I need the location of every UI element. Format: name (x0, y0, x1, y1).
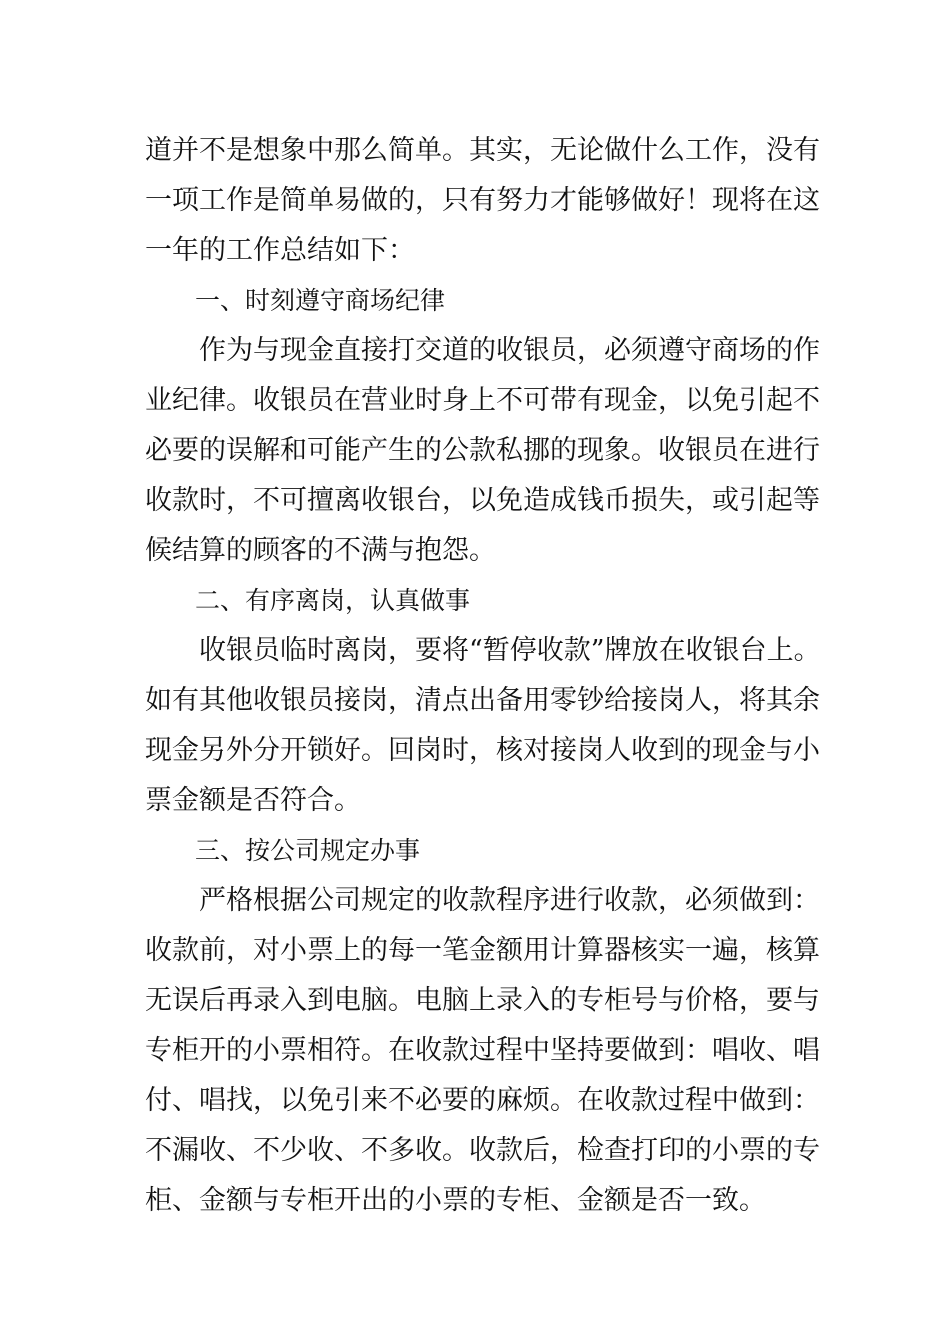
paragraph-line: 票金额是否符合。 (145, 785, 361, 816)
section-heading-3: 三、按公司规定办事 (195, 836, 421, 865)
paragraph-line: 现金另外分开锁好。回岗时，核对接岗人收到的现金与小 (145, 735, 820, 766)
paragraph-line: 如有其他收银员接岗，清点出备用零钞给接岗人，将其余 (145, 685, 820, 716)
paragraph-line: 道并不是想象中那么简单。其实，无论做什么工作，没有 (145, 135, 820, 166)
paragraph-line: 严格根据公司规定的收款程序进行收款，必须做到： (199, 885, 820, 916)
paragraph-line: 专柜开的小票相符。在收款过程中坚持要做到：唱收、唱 (145, 1035, 820, 1066)
document-body (145, 126, 825, 1226)
paragraph-line: 必要的误解和可能产生的公款私挪的现象。收银员在进行 (145, 435, 820, 466)
paragraph-line: 不漏收、不少收、不多收。收款后，检查打印的小票的专 (145, 1135, 820, 1166)
paragraph-line: 作为与现金直接打交道的收银员，必须遵守商场的作 (199, 335, 820, 366)
paragraph-line: 柜、金额与专柜开出的小票的专柜、金额是否一致。 (145, 1185, 766, 1216)
paragraph-line: 收款时，不可擅离收银台，以免造成钱币损失，或引起等 (145, 485, 820, 516)
paragraph-line: 一年的工作总结如下： (145, 235, 415, 266)
section-heading-1: 一、时刻遵守商场纪律 (195, 286, 446, 315)
paragraph-line: 收银员临时离岗，要将“暂停收款”牌放在收银台上。 (199, 635, 821, 666)
section-heading-2: 二、有序离岗，认真做事 (195, 586, 471, 615)
paragraph-line: 业纪律。收银员在营业时身上不可带有现金，以免引起不 (145, 385, 820, 416)
paragraph-line: 一项工作是简单易做的，只有努力才能够做好！现将在这 (145, 185, 820, 216)
paragraph-line: 无误后再录入到电脑。电脑上录入的专柜号与价格，要与 (145, 985, 820, 1016)
paragraph-line: 收款前，对小票上的每一笔金额用计算器核实一遍，核算 (145, 935, 820, 966)
paragraph-line: 候结算的顾客的不满与抱怨。 (145, 535, 496, 566)
paragraph-line: 付、唱找，以免引来不必要的麻烦。在收款过程中做到： (145, 1085, 820, 1116)
